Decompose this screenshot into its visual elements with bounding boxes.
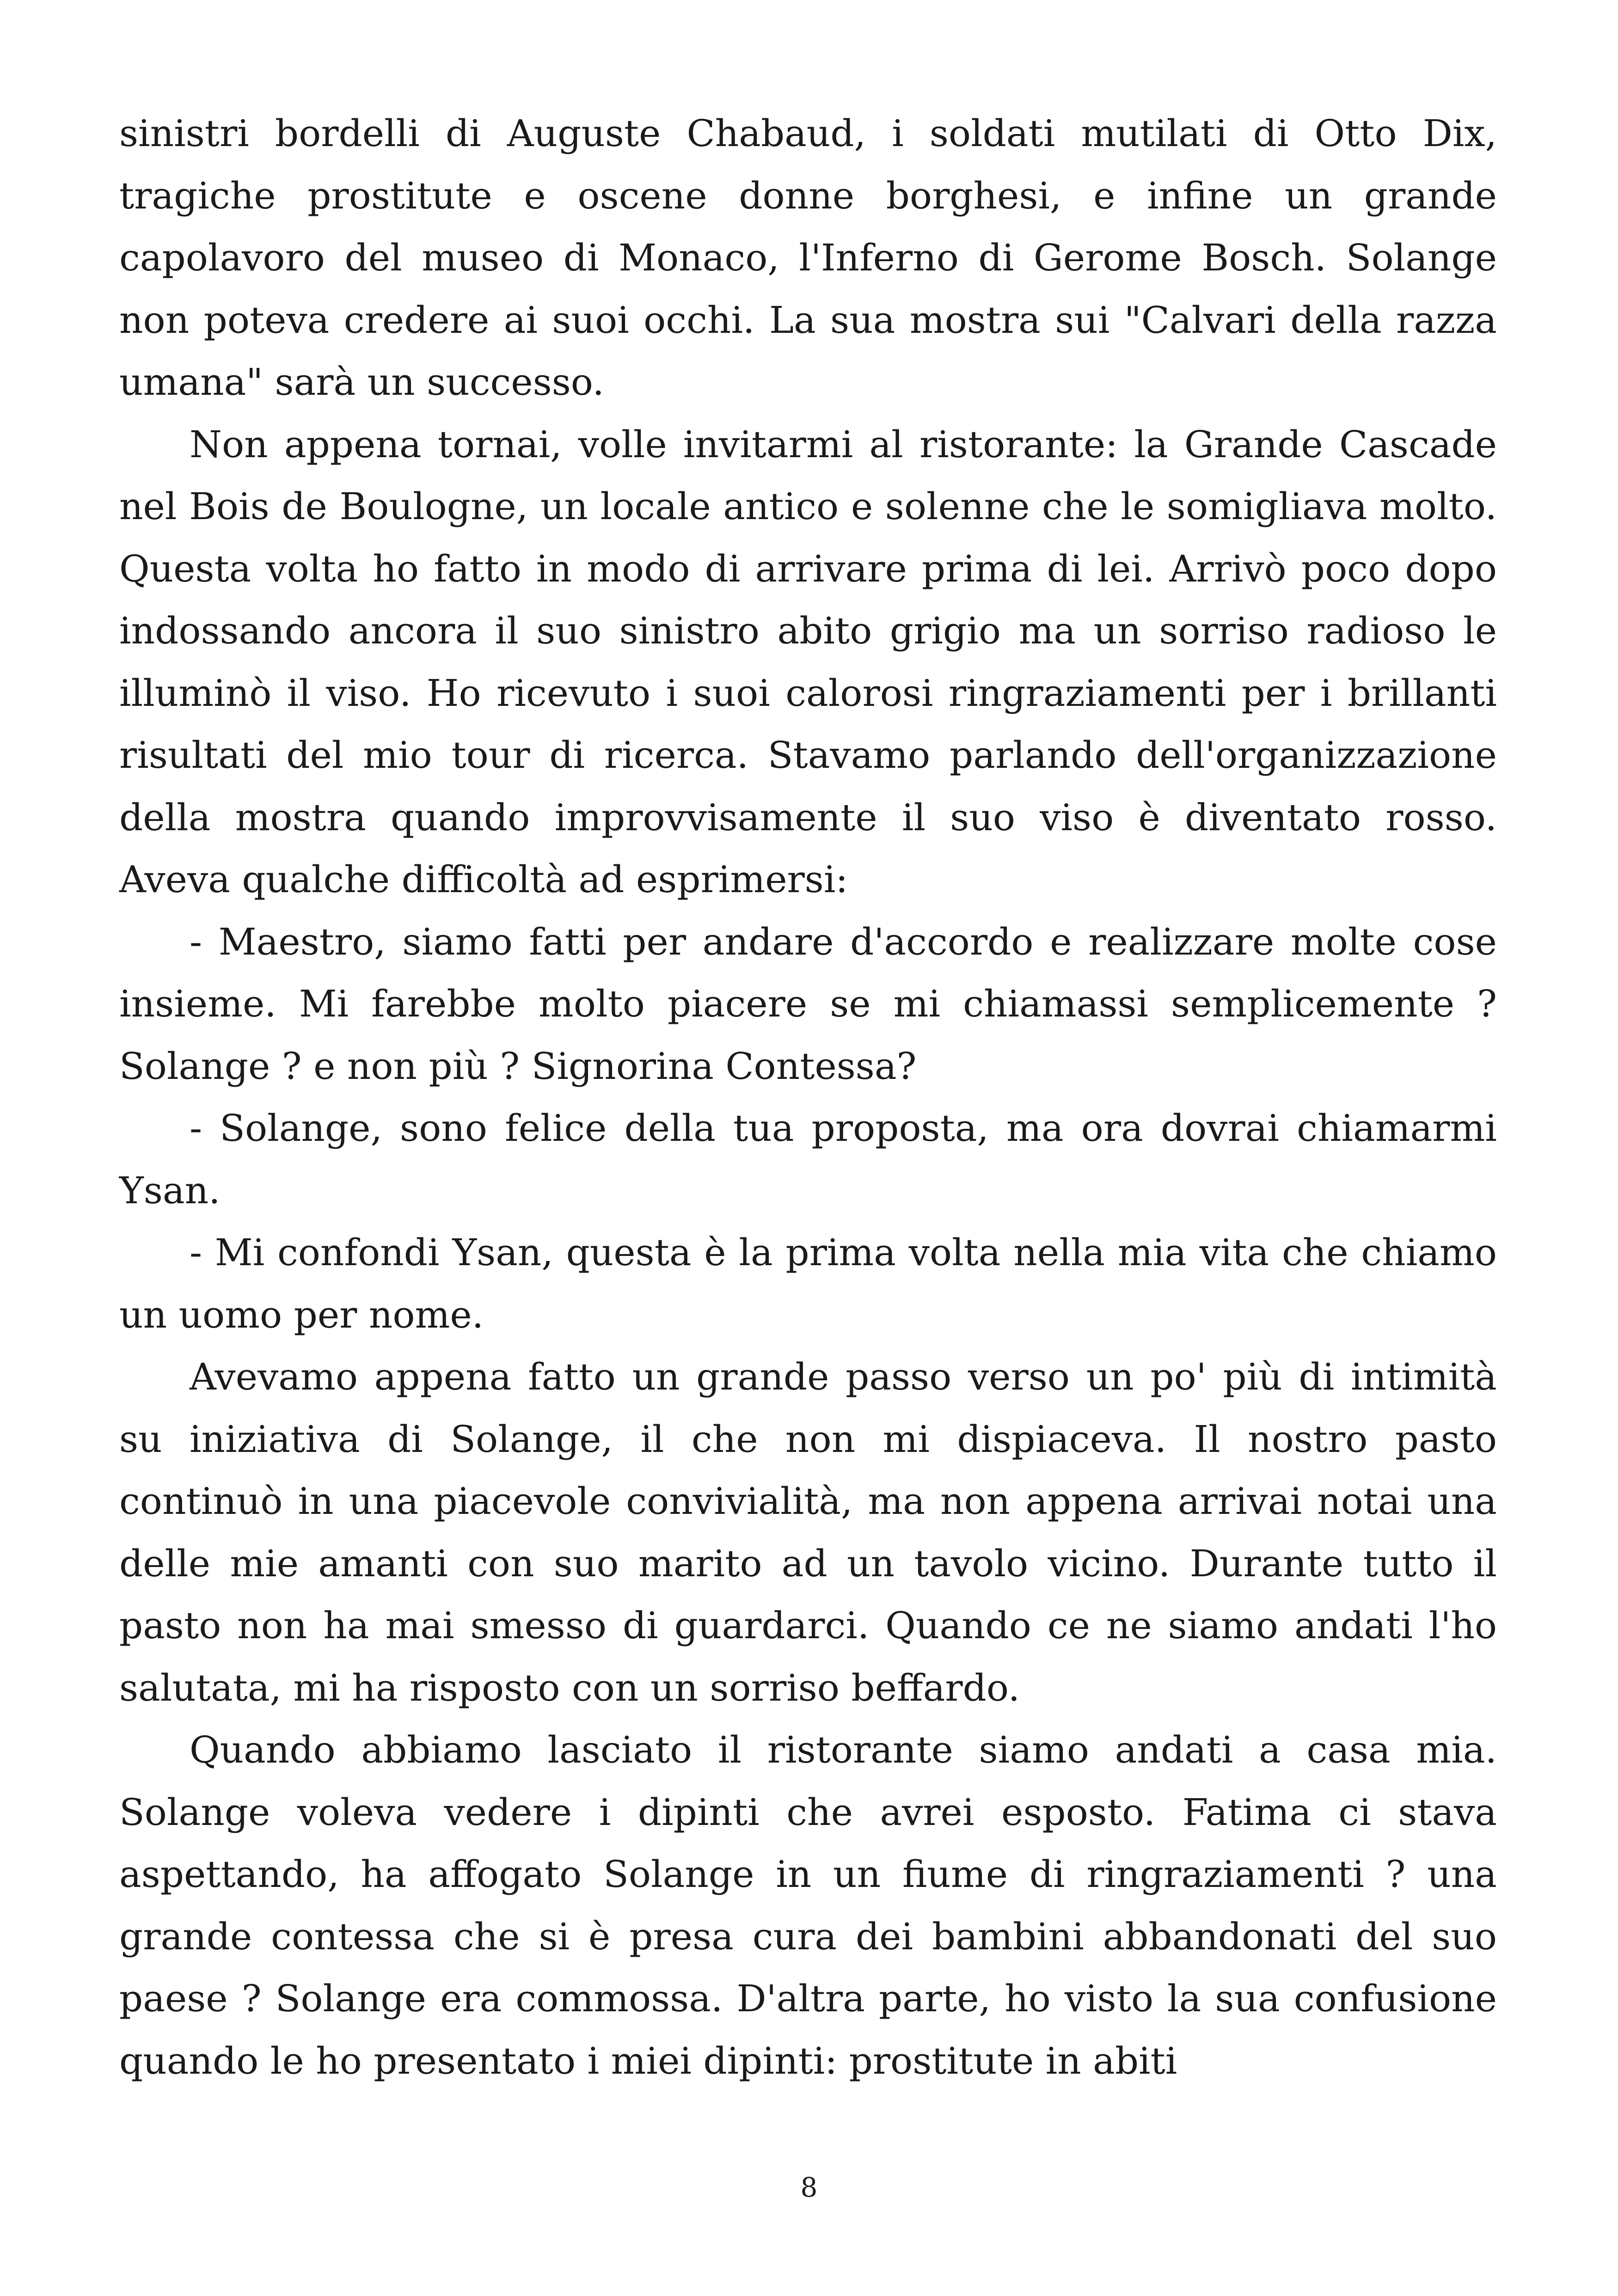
paragraph-7: Quando abbiamo lasciato il ristorante siamo andati a casa mia. Solange voleva vedere i dipinti che avrei esposto. Fatima ci stava aspettando, ha affogato Solange in un fiume di ringraziamenti ? una grande contessa che si è presa cura dei bambini abbandonati del suo paese ? Solange era commossa. D'altra parte, ho visto la sua confusione quando le ho presentato i miei dipinti: prostitute in abiti (119, 1728, 1497, 2082)
page-number: 8 (800, 2172, 818, 2203)
paragraph-1: sinistri bordelli di Auguste Chabaud, i soldati mutilati di Otto Dix, tragiche prostitute e oscene donne borghesi, e infine un grande capolavoro del museo di Monaco, l'Inferno di Gerome Bosch. Solange non poteva credere ai suoi occhi. La sua mostra sui "Calvari della razza umana" sarà un successo. (119, 112, 1497, 404)
paragraph-6: Avevamo appena fatto un grande passo verso un po' più di intimità su iniziativa di Solange, il che non mi dispiaceva. Il nostro pasto continuò in una piacevole convivialità, ma non appena arrivai notai una delle mie amanti con suo marito ad un tavolo vicino. Durante tutto il pasto non ha mai smesso di guardarci. Quando ce ne siamo andati l'ho salutata, mi ha risposto con un sorriso beffardo. (119, 1355, 1497, 1709)
paragraph-5: - Mi confondi Ysan, questa è la prima volta nella mia vita che chiamo un uomo per nome. (119, 1231, 1497, 1336)
paragraph-4: - Solange, sono felice della tua proposta, ma ora dovrai chiamarmi Ysan. (119, 1107, 1497, 1212)
paragraph-3: - Maestro, siamo fatti per andare d'accordo e realizzare molte cose insieme. Mi farebbe molto piacere se mi chiamassi semplicemente ? Solange ? e non più ? Signorina Contessa? (119, 920, 1497, 1088)
paragraph-2: Non appena tornai, volle invitarmi al ristorante: la Grande Cascade nel Bois de Boulogne, un locale antico e solenne che le somigliava molto. Questa volta ho fatto in modo di arrivare prima di lei. Arrivò poco dopo indossando ancora il suo sinistro abito grigio ma un sorriso radioso le illuminò il viso. Ho ricevuto i suoi calorosi ringraziamenti per i brillanti risultati del mio tour di ricerca. Stavamo parlando dell'organizzazione della mostra quando improvvisamente il suo viso è diventato rosso. Aveva qualche difficoltà ad esprimersi: (119, 422, 1497, 901)
body-text (119, 103, 1497, 2092)
